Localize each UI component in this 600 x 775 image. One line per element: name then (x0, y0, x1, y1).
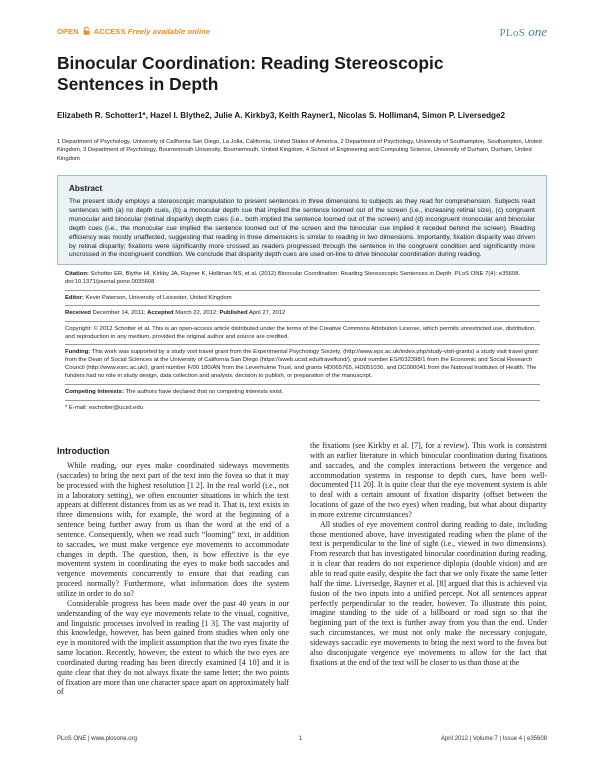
paragraph: Considerable progress has been made over the past 40 years in our understanding of the way eye movements relate to the visual, cognitive, and linguistic processes involved in reading [1 3]. The vast majority of this knowledge, however, has been gained from studies when only one eye is monitored with the implicit assumption that the two eyes fixate the same location. Recently, however, the extent to which the two eyes are coordinated during reading has been directly examined [4 10] and it is quite clear that they do not always fixate the same letter; the two points of fixation are more than one character space apart on approximately half of (57, 598, 289, 697)
divider (65, 321, 540, 322)
citation: Citation: Schotter ER, Blythe HI, Kirkby JA, Rayner K, Holliman NS, et al. (2012) Binocular Coordination: Reading Stereoscopic Sentences in Depth. PLoS ONE 7(4): e35608. doi:10.1371/journal.pone.0035608 (65, 271, 521, 285)
page-footer (57, 736, 547, 746)
abstract-heading: Abstract (69, 184, 103, 193)
divider (65, 344, 540, 345)
article-title: Binocular Coordination: Reading Stereoscopic Sentences in Depth (57, 53, 444, 94)
divider (65, 400, 540, 401)
corresponding-email[interactable]: * E-mail: eschotter@ucsd.edu (65, 404, 144, 411)
editor: Editor: Kevin Paterson, University of Leicester, United Kingdom (65, 294, 232, 301)
divider (65, 305, 540, 306)
footer-journal: PLoS ONE | www.plosone.org (57, 736, 137, 742)
introduction-heading: Introduction (57, 446, 110, 456)
journal-header (57, 24, 547, 41)
logo-one: one (528, 24, 547, 39)
copyright: Copyright: © 2012 Schotter et al. This is an open-access article distributed under the terms of the Creative Commons Attribution License, which permits unrestricted use, distribution, and reproduction in any medium, provided the original author and source are credited. (65, 325, 536, 340)
article-metadata (65, 270, 540, 415)
abstract-box (57, 175, 547, 265)
paragraph: While reading, our eyes make coordinated sideways movements (saccades) to bring the next part of the text into the fovea so that it may be processed with the highest resolution [1 2]. In the real world (i.e., not in a laboratory setting), we often encounter situations in which the text appears at different distances from us as we read it. That is, text exists in three dimensions with, for example, the word at the beginning of a sentence being further away from us than the word at the end of a sentence. Consequently, when we read such “looming” text, in addition to saccades, we must make vergence eye movements to accommodate changes in depth. The question, then, is how effective is the eye movement system in coordinating the eyes to make both saccades and vergence movements concurrently to ensure that that reading can proceed normally? Furthermore, what information does the system utilize in order to do so? (57, 461, 289, 598)
freely-available-label: Freely available online (127, 27, 211, 36)
abstract-text: The present study employs a stereoscopic manipulation to present sentences in three dimensions to subjects as they read for comprehension. Subjects read sentences with (a) no depth cues, (b) a monocular depth cue that implied the sentence loomed out of the screen (i.e., increasing retinal size), (c) congruent monocular and binocular (retinal disparity) depth cues (i.e., both implied the sentence loomed out of the screen) and (d) incongruent monocular and binocular depth cues (i.e., the monocular cue implied the sentence loomed out of the screen and the binocular cue implied it receded behind the screen). Reading efficiency was mostly unaffected, suggesting that reading in three dimensions is similar to reading in two dimensions. Importantly, fixation disparity was driven by retinal disparity; fixations were significantly more crossed as readers progressed through the sentence in the congruent condition and significantly more uncrossed in the incongruent condition. We conclude that disparity depth cues are used on-line to drive binocular coordination during reading. (69, 198, 535, 259)
open-label: OPEN (57, 27, 79, 36)
author-list: Elizabeth R. Schotter1*, Hazel I. Blythe2, Julie A. Kirkby3, Keith Rayner1, Nicolas S. Holliman4, Simon P. Liversedge2 (57, 111, 506, 120)
access-label: ACCESS (93, 27, 126, 36)
competing-interests: Competing Interests: The authors have declared that no competing interests exist. (65, 388, 284, 395)
divider (65, 384, 540, 385)
open-lock-icon (83, 27, 90, 35)
paragraph: All studies of eye movement control during reading to date, including those mentioned above, have investigated reading when the plane of the text is perpendicular to the line of sight (i.e., viewed in two dimensions). From research that has investigated binocular coordination during reading, it is clear that readers do not experience diplopia (double vision) and are able to read quite easily, despite the fact that we only fixate the same letter half the time. Liversedge, Rayner et al. [8] argued that this is achieved via fusion of the two inputs into a unified percept. Not all sentences appear perfectly perpendicular to the reader, however. To illustrate this point, imagine standing to the side of a billboard or road sign so that the beginning part of the text is further away from you than the end. Under such circumstances, we must not only make the necessary conjugate, sideways saccadic eye movements to bring the next word to the fovea but also disconjugate vergence eye movements to allow for the fact that fixations at the end of the text will be closer to us than those at the (310, 519, 547, 667)
plos-one-logo (500, 24, 548, 40)
page-number: 1 (299, 736, 303, 742)
divider (65, 290, 540, 291)
body-column-right (310, 441, 547, 667)
open-access-banner (57, 27, 210, 36)
body-column-left (57, 461, 289, 697)
logo-plos: PLoS (499, 27, 526, 39)
funding: Funding: This work was supported by a study visit travel grant from the Experimental Psychology Society, (http://www.eps.ac.uk/index.php/study-visit-grants) a study visit travel grant from the Dean of Social Sciences at the University of California San Diego (https://sweb.ucsd.edu/travelfund/), grant number ES/I032398/1 from the Economic and Social Research Council (http://www.esrc.ac.uk/), grant number F/00 180/AN from the Leverhulme Trust, and grants HD065765, HD051030, and DC000041 from the National Institutes of Health. The funders had no role in study design, data collection and analysis, decision to publish, or preparation of the manuscript. (65, 349, 538, 380)
dates: Received December 14, 2011; Accepted March 22, 2012; Published April 27, 2012 (65, 310, 286, 317)
paragraph: the fixations (see Kirkby et al. [7], for a review). This work is consistent with an earlier literature in which binocular coordination during fixations and saccades, and the complex interactions between the vergence and accommodation systems in response to depth cues, have been well-documented [11 20]. It is quite clear that the eye movement system is able to deal with a certain amount of fixation disparity (offset between the locations of gaze of the two eyes) when reading, but what about disparity in more extreme circumstances? (310, 441, 547, 519)
footer-issue: April 2012 | Volume 7 | Issue 4 | e35608 (440, 736, 547, 742)
affiliations: 1 Department of Psychology, University of California San Diego, La Jolla, California, United States of America, 2 Department of Psychology, University of Southampton, Southampton, United Kingdom, 3 Department of Psychology, Bournemouth University, Bournemouth, United Kingdom, 4 School of Engineering and Computing Science, University of Durham, Durham, United Kingdom (57, 139, 542, 162)
